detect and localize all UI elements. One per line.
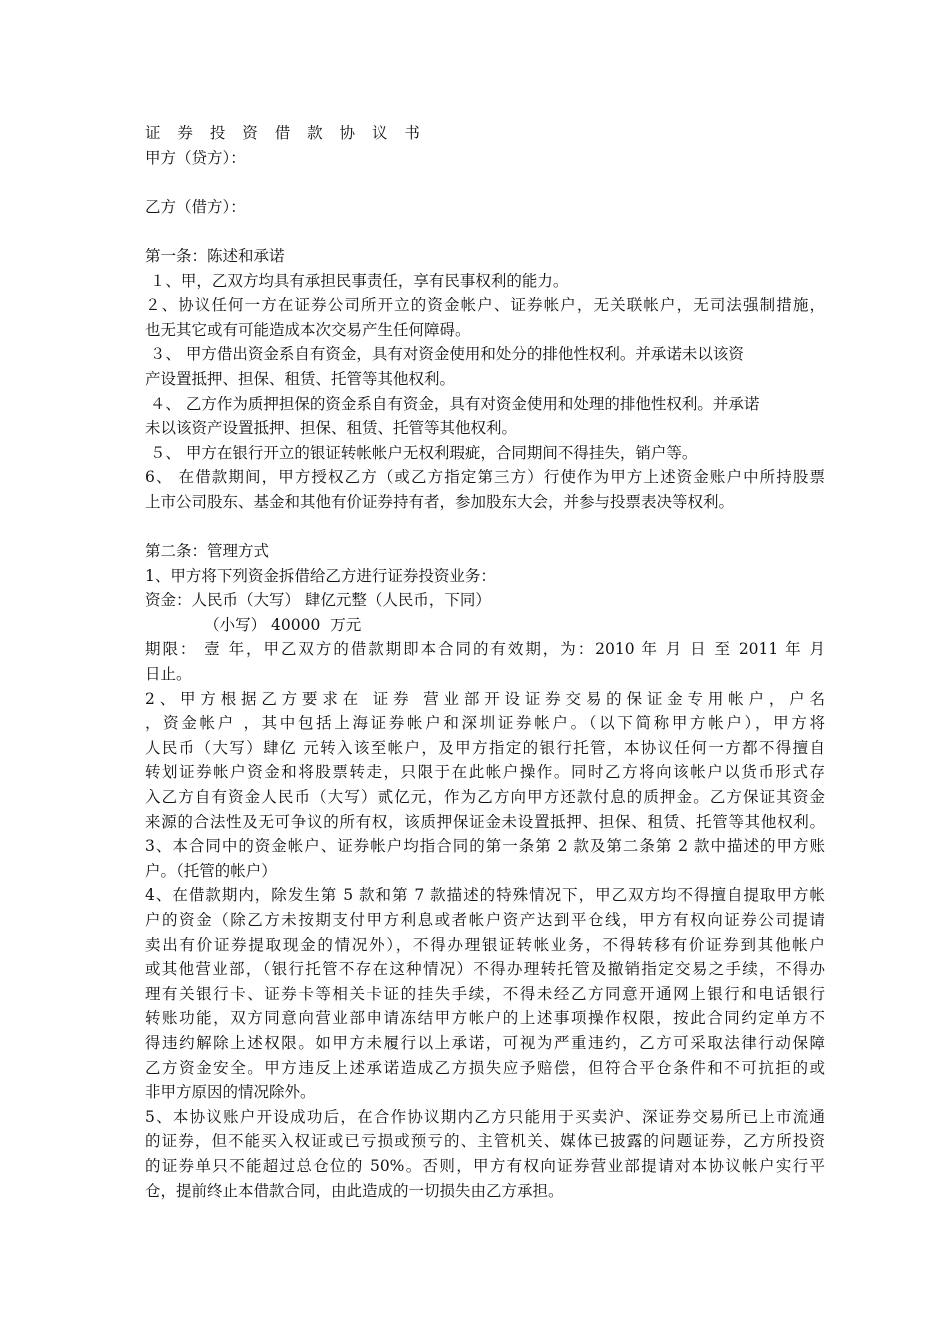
article-2-line: 入乙方自有资金人民币（大写）贰亿元，作为乙方向甲方还款付息的质押金。乙方保证其资金: [145, 788, 825, 807]
article-2-line: ，资金帐户 ，其中包括上海证券帐户和深圳证券帐户。（以下简称甲方帐户），甲方将: [145, 714, 825, 733]
article-1-line: 上市公司股东、基金和其他有价证券持有者，参加股东大会，并参与投票表决等权利。: [145, 492, 735, 511]
article-2-line: 理有关银行卡、证券卡等相关卡证的挂失手续，不得未经乙方同意开通网上银行和电话银行: [145, 984, 825, 1003]
article-1-heading: 第一条：陈述和承诺: [145, 246, 285, 265]
article-2-line: （小写） 40000 万元: [145, 615, 362, 634]
article-2-line: 户。（托管的帐户）: [145, 861, 277, 880]
article-1-line: ５、 甲方在银行开立的银证转帐帐户无权利瑕疵，合同期间不得挂失，销户等。: [145, 443, 698, 462]
article-1-line: 产设置抵押、担保、租赁、托管等其他权利。: [145, 369, 456, 388]
article-1-line: ４、 乙方作为质押担保的资金系自有资金，具有对资金使用和处理的排他性权利。并承诺: [145, 394, 760, 413]
article-2-line: 5、本协议账户开设成功后，在合作协议期内乙方只能用于买卖沪、深证券交易所已上市流通: [145, 1107, 825, 1126]
article-2-line: 仓，提前终止本借款合同，由此造成的一切损失由乙方承担。: [145, 1181, 564, 1200]
article-2-line: 2、甲方根据乙方要求在 证券 营业部开设证券交易的保证金专用帐户，户名: [145, 689, 825, 708]
article-2-line: 资金：人民币（大写） 肆亿元整（人民币，下同）: [145, 591, 491, 610]
article-1-line: 6、 在借款期间，甲方授权乙方（或乙方指定第三方）行使作为甲方上述资金账户中所持股票: [145, 468, 825, 487]
article-2-line: 3、本合同中的资金帐户、证券帐户均指合同的第一条第 2 款及第二条第 2 款中描述的甲方账: [145, 837, 825, 856]
article-2-line: 乙方资金安全。甲方违反上述承诺造成乙方损失应予赔偿，但符合平仓条件和不可抗拒的或: [145, 1058, 825, 1077]
spacer: [145, 170, 825, 195]
article-2-line: 转划证券帐户资金和将股票转走，只限于在此帐户操作。同时乙方将向该帐户以货币形式存: [145, 763, 825, 782]
article-2-line: 来源的合法性及无可争议的所有权，该质押保证金未设置抵押、担保、租赁、托管等其他权利。: [145, 812, 825, 831]
document-page: [145, 121, 825, 1203]
article-2-line: 期限： 壹 年，甲乙双方的借款期即本合同的有效期，为：2010 年 月 日 至 2011 年 月: [145, 640, 825, 659]
article-2-line: 户的资金（除乙方未按期支付甲方利息或者帐户资产达到平仓线，甲方有权向证券公司提请: [145, 911, 825, 929]
article-1-line: 也无其它或有可能造成本次交易产生任何障碍。: [145, 320, 471, 339]
spacer: [145, 219, 825, 244]
article-2-line: 非甲方原因的情况除外。: [145, 1083, 316, 1102]
article-1-line: １、甲，乙双方均具有承担民事责任，享有民事权利的能力。: [145, 271, 569, 290]
article-1-line: 未以该资产设置抵押、担保、租赁、托管等其他权利。: [145, 419, 518, 438]
spacer: [145, 515, 825, 540]
article-2-line: 4、在借款期内，除发生第 5 款和第 7 款描述的特殊情况下，甲乙双方均不得擅自提取甲方帐: [145, 886, 825, 905]
article-2-heading: 第二条：管理方式: [145, 542, 270, 561]
party-a-label: 甲方（贷方）：: [145, 148, 246, 167]
article-1-line: ２、协议任何一方在证券公司所开立的资金帐户、证券帐户，无关联帐户，无司法强制措施，: [145, 296, 825, 315]
article-2-line: 日止。: [145, 665, 192, 684]
article-2-line: 卖出有价证券提取现金的情况外），不得办理银证转帐业务，不得转移有价证券到其他帐户: [145, 935, 825, 954]
party-b-label: 乙方（借方）：: [145, 197, 246, 216]
article-2-line: 得违约解除上述权限。如甲方未履行以上承诺，可视为严重违约，乙方可采取法律行动保障: [145, 1033, 825, 1052]
article-2-line: 的证券，但不能买入权证或已亏损或预亏的、主管机关、媒体已披露的问题证券，乙方所投资: [145, 1132, 825, 1151]
article-2-line: 1、甲方将下列资金拆借给乙方进行证券投资业务：: [145, 566, 496, 585]
article-2-line: 人民币（大写）肆亿 元转入该至帐户，及甲方指定的银行托管，本协议任何一方都不得擅自: [145, 738, 825, 757]
article-2-line: 的证券单只不能超过总仓位的 50%。否则，甲方有权向证券营业部提请对本协议帐户实行平: [145, 1156, 825, 1175]
document-title: 证 券 投 资 借 款 协 议 书: [145, 124, 426, 142]
article-2-line: 转账功能，双方同意向营业部申请冻结甲方帐户的上述事项操作权限，按此合同约定单方不: [145, 1009, 825, 1028]
article-2-line: 或其他营业部，（银行托管不存在这种情况）不得办理转托管及撤销指定交易之手续，不得办: [145, 960, 825, 979]
article-1-line: ３、 甲方借出资金系自有资金，具有对资金使用和处分的排他性权利。并承诺未以该资: [145, 345, 744, 364]
